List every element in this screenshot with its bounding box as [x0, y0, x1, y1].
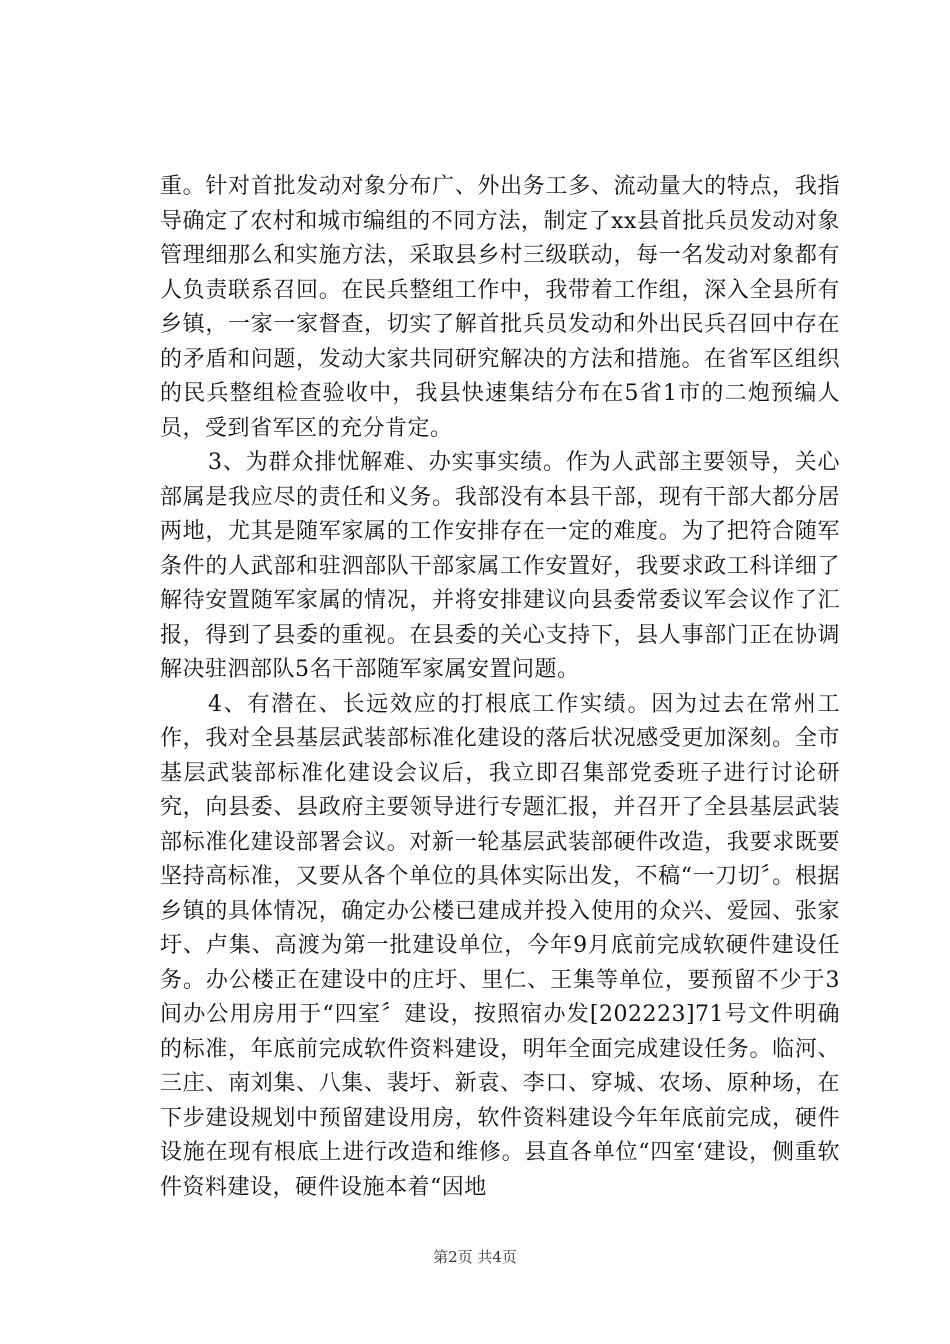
paragraph-continuation: 重。针对首批发动对象分布广、外出务工多、流动量大的特点，我指导确定了农村和城市编组的不同方法，制定了xx县首批兵员发动对象管理细那么和实施方法，采取县乡村三级联动，每一名发动对象都有人负责联系召回。在民兵整组工作中，我带着工作组，深入全县所有乡镇，一家一家督查，切实了解首批兵员发动和外出民兵召回中存在的矛盾和问题，发动大家共同研究解决的方法和措施。在省军区组织的民兵整组检查验收中，我县快速集结分布在5省1市的二炮预编人员，受到省军区的充分肯定。 — [160, 174, 840, 441]
paragraph-item-3: 3、为群众排忧解难、办实事实绩。作为人武部主要领导，关心部属是我应尽的责任和义务。我部没有本县干部，现有干部大都分居两地，尤其是随军家属的工作安排存在一定的难度。为了把符合随军条件的人武部和驻泗部队干部家属工作安置好，我要求政工科详细了解待安置随军家属的情况，并将安排建议向县委常委议军会议作了汇报，得到了县委的重视。在县委的关心支持下，县人事部门正在协调解决驻泗部队5名干部随军家属安置问题。 — [160, 450, 840, 682]
page-number-footer: 第2页 共4页 — [433, 1248, 517, 1266]
document-body — [160, 170, 840, 1205]
paragraph-item-4: 4、有潜在、长远效应的打根底工作实绩。因为过去在常州工作，我对全县基层武装部标准化建设的落后状况感受更加深刻。全市基层武装部标准化建设会议后，我立即召集部党委班子进行讨论研究，向县委、县政府主要领导进行专题汇报，并召开了全县基层武装部标准化建设部署会议。对新一轮基层武装部硬件改造，我要求既要坚持高标准，又要从各个单位的具体实际出发，不稿“一刀切〞。根据乡镇的具体情况，确定办公楼已建成并投入使用的众兴、爱园、张家圩、卢集、高渡为第一批建设单位，今年9月底前完成软硬件建设任务。办公楼正在建设中的庄圩、里仁、王集等单位，要预留不少于3间办公用房用于“四室〞建设，按照宿办发[202223]71号文件明确的标准，年底前完成软件资料建设，明年全面完成建设任务。临河、三庄、南刘集、八集、裴圩、新袁、李口、穿城、农场、原种场，在下步建设规划中预留建设用房，软件资料建设今年年底前完成，硬件设施在现有根底上进行改造和维修。县直各单位“四室‘建设，侧重软件资料建设，硬件设施本着“因地 — [160, 691, 840, 1200]
